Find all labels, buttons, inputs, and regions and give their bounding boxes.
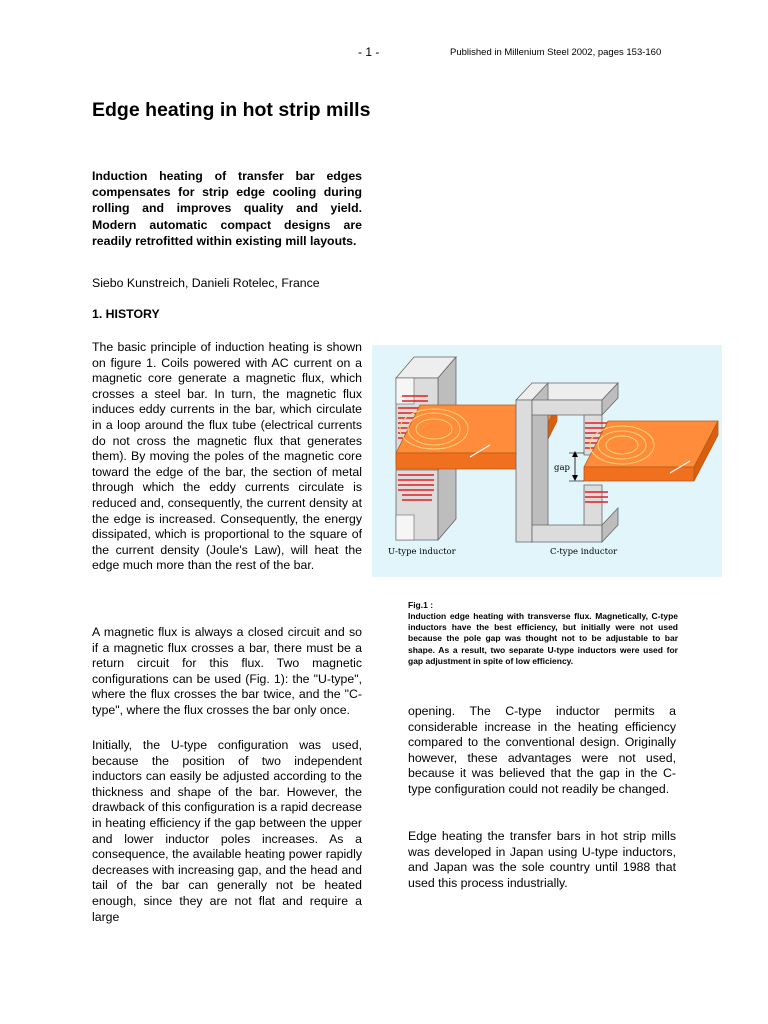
publication-info: Published in Millenium Steel 2002, pages 153-160 <box>450 47 662 58</box>
inductor-diagram <box>372 345 722 577</box>
paragraph-4: opening. The C-type inductor permits a considerable increase in the heating efficiency compared to the conventional design. Originally however, these advantages were not used, because it was believed that the gap in the C-type configuration could not readily be changed. <box>408 704 676 796</box>
figure-1-illustration <box>372 345 722 577</box>
paragraph-3: Initially, the U-type configuration was used, because the position of two independent inductors can easily be adjusted according to the thickness and shape of the bar. However, the drawback of this configuration is a rapid decrease in heating efficiency if the gap between the upper and lower inductor poles increases. As a consequence, the available heating power rapidly decreases with increasing gap, and the head and tail of the bar can generally not be heated enough, since they are not flat and require a large <box>92 738 362 924</box>
article-authors: Siebo Kunstreich, Danieli Rotelec, France <box>92 276 320 290</box>
paragraph-5: Edge heating the transfer bars in hot strip mills was developed in Japan using U-type inductors, and Japan was the sole country until 1988 that used this process industrially. <box>408 829 676 890</box>
gap-label: gap <box>554 463 570 473</box>
c-type-label: C-type inductor <box>550 547 618 557</box>
paragraph-1: The basic principle of induction heating is shown on figure 1. Coils powered with AC current on a magnetic core generate a magnetic flux, which crosses a steel bar. In turn, the magnetic flux induces eddy currents in the bar, which circulate in a loop around the flux tube (electrical currents do not cross the magnetic flux that generates them). By moving the poles of the magnetic core toward the edge of the bar, the section of metal through which the eddy currents circulate is reduced and, consequently, the current density at the edge is increased. Consequently, the energy dissipated, which is proportional to the square of the current density (Joule's Law), will heat the edge much more than the rest of the bar. <box>92 340 362 573</box>
c-type-inductor-drawing <box>516 383 718 542</box>
paragraph-2: A magnetic flux is always a closed circuit and so if a magnetic flux crosses a bar, there must be a return circuit for this flux. Two magnetic configurations can be used (Fig. 1): the "U-type", where the flux crosses the bar twice, and the "C-type", where the flux crosses the bar only once. <box>92 625 362 717</box>
section-heading-history: 1. HISTORY <box>92 307 160 321</box>
figure-caption: Induction edge heating with transverse flux. Magnetically, C-type inductors have the best efficiency, but initially were not used because the pole gap was thought not to be adjustable to bar shape. As a result, two separate U-type inductors were used for gap adjustment in spite of low efficiency. <box>408 611 678 666</box>
figure-caption-head: Fig.1 : <box>408 600 434 610</box>
page-number: - 1 - <box>358 45 380 59</box>
article-lead: Induction heating of transfer bar edges compensates for strip edge cooling during rolling and improves quality and yield. Modern automatic compact designs are readily retrofitted within existing mill layouts. <box>92 169 362 248</box>
article-title: Edge heating in hot strip mills <box>92 99 371 121</box>
u-type-label: U-type inductor <box>388 547 456 557</box>
